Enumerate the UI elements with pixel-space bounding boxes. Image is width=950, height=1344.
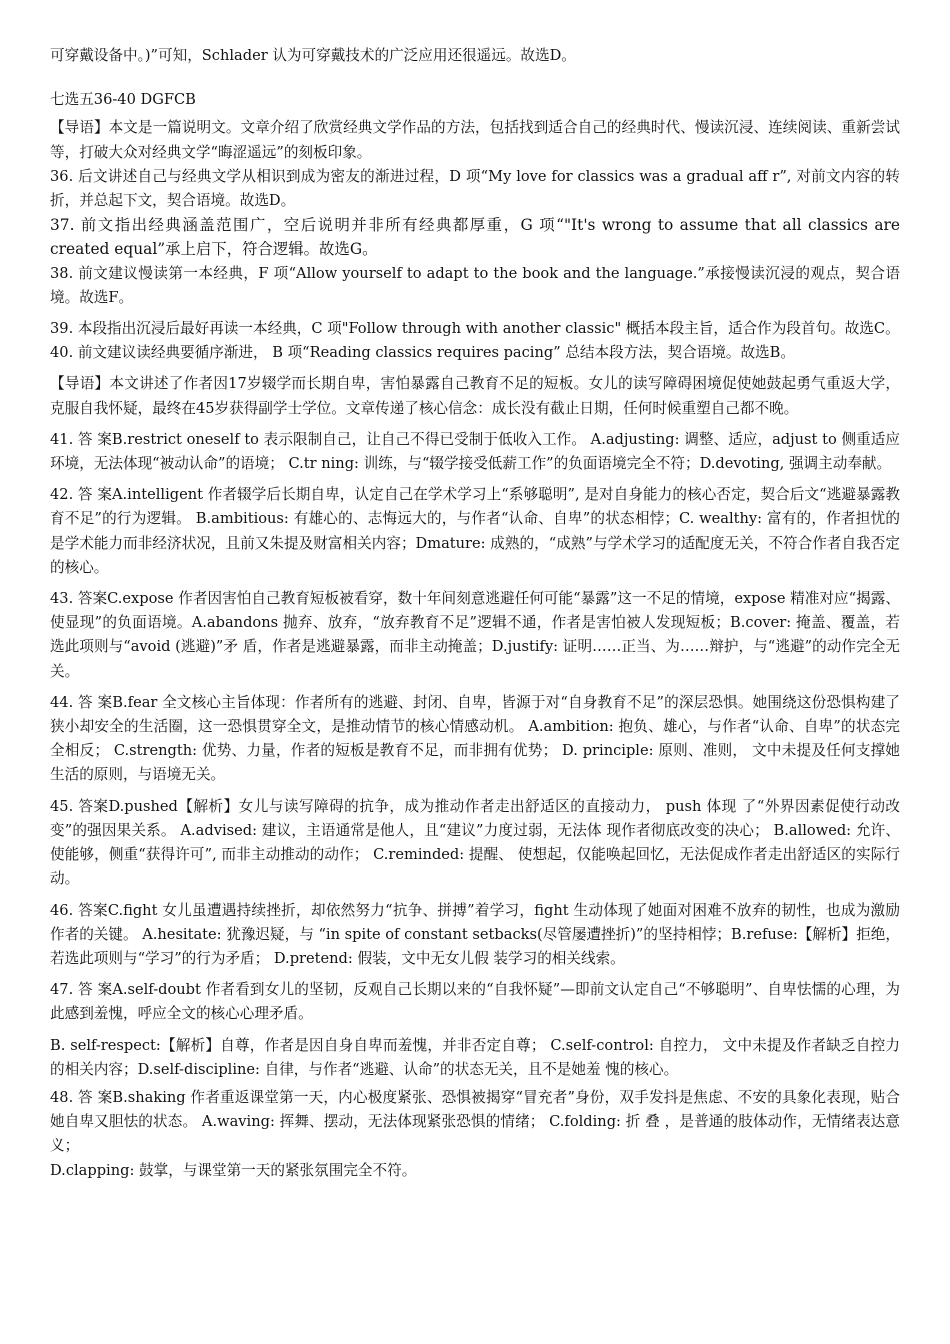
paragraph-q47-options: B. self-respect:【解析】自尊，作者是因自身自卑而羞愧，并非否定自尊； C.self-control: 自控力， 文中未提及作者缺乏自控力的相关内容；D.self-discipline: 自律，与作者“逃避、认命”的状态无关，且不是她羞 愧的核心。	[50, 1036, 900, 1078]
paragraph-q44: 44. 答 案B.fear 全文核心主旨体现：作者所有的逃避、封闭、自卑，皆源于对“自身教育不足”的深层恐惧。她围绕这份恐惧构建了狭小却安全的生活圈，这一恐惧贯穿全文，是推动情节的核心情感动机。 A.ambition: 抱负、雄心，与作者“认命、自卑”的状态完全相反； C.strength: 优势、力量，作者的短板是教育不足，而非拥有优势； D. principle: 原则、准则， 文中未提及任何支撑她生活的原则，与语境无关。	[50, 693, 900, 784]
paragraph-q48-end: D.clapping: 鼓掌，与课堂第一天的紧张氛围完全不符。	[50, 1161, 417, 1179]
paragraph-q38: 38. 前文建议慢读第一本经典，F 项“Allow yourself to adapt to the book and the language.”承接慢读沉浸的观点，契合语境。故选F。	[50, 264, 900, 306]
paragraph-q43: 43. 答案C.expose 作者因害怕自己教育短板被看穿，数十年间刻意逃避任何可能“暴露”这一不足的情境，expose 精准对应“揭露、使显现”的负面语境。A.abandons 抛弃、放弃，“放弃教育不足”逻辑不通，作者是害怕被人发现短板；B.cover: 掩盖、覆盖，若选此项则与“avoid (逃避)”矛 盾，作者是逃避暴露，而非主动掩盖；D.justify: 证明……正当、为……辩护，与“逃避”的动作完全无关。	[50, 590, 900, 680]
paragraph-q46: 46. 答案C.fight 女儿虽遭遇持续挫折，却依然努力“抗争、拼搏”着学习，fight 生动体现了她面对困难不放弃的韧性，也成为激励作者的关键。 A.hesitate: 犹豫迟疑，与 “in spite of constant setbacks(尽管屡遭挫折)”的坚持相悖；B.refuse:【解析】拒绝，若选此项则与“学习”的行为矛盾； D.pretend: 假装，文中无女儿假 装学习的相关线索。	[50, 901, 900, 967]
paragraph-intro-story: 【导语】本文讲述了作者因17岁辍学而长期自卑，害怕暴露自己教育不足的短板。女儿的读写障碍困境促使她鼓起勇气重返大学，克服自我怀疑，最终在45岁获得副学士学位。文章传递了核心信念：成长没有截止日期，任何时候重塑自己都不晚。	[50, 375, 900, 417]
paragraph-q39: 39. 本段指出沉浸后最好再读一本经典，C 项"Follow through with another classic" 概括本段主旨，适合作为段首句。故选C。	[50, 320, 900, 338]
paragraph-q45: 45. 答案D.pushed【解析】女儿与读写障碍的抗争，成为推动作者走出舒适区的直接动力， push 体现 了“外界因素促使行动改变”的强因果关系。 A.advised: 建议，主语通常是他人，且“建议”力度过弱，无法体 现作者彻底改变的决心； B.allowed: 允许、使能够，侧重“获得许可”, 而非主动推动的动作； C.reminded: 提醒、 使想起，仅能唤起回忆，无法促成作者走出舒适区的实际行动。	[50, 797, 900, 888]
paragraph-q37: 37. 前文指出经典涵盖范围广，空后说明并非所有经典都厚重，G 项“"It's wrong to assume that all classics are created equal”承上启下，符合逻辑。故选G。	[50, 216, 900, 259]
paragraph-q40: 40. 前文建议读经典要循序渐进， B 项“Reading classics requires pacing” 总结本段方法，契合语境。故选B。	[50, 344, 795, 362]
paragraph-q48: 48. 答 案B.shaking 作者重返课堂第一天，内心极度紧张、恐惧被揭穿“冒充者”身份，双手发抖是焦虑、不安的具象化表现，贴合她自卑又胆怯的状态。 A.waving: 挥舞、摆动，无法体现紧张恐惧的情绪； C.folding: 折 叠 ，是普通的肢体动作，无情绪表达意义；	[50, 1088, 900, 1155]
document-page	[50, 44, 900, 1183]
paragraph-q35-end: 可穿戴设备中。)”可知，Schlader 认为可穿戴技术的广泛应用还很遥远。故选D。	[50, 47, 576, 64]
paragraph-q41: 41. 答 案B.restrict oneself to 表示限制自己，让自己不得已受制于低收入工作。 A.adjusting: 调整、适应，adjust to 侧重适应环境，无法体现“被动认命”的语境； C.tr ning: 训练，与“辍学接受低薪工作”的负面语境完全不符；D.devoting, 强调主动奉献。	[50, 430, 900, 473]
paragraph-q47: 47. 答 案A.self-doubt 作者看到女儿的坚韧，反观自己长期以来的“自我怀疑”—即前文认定自己“不够聪明”、自卑怯懦的心理，为此感到羞愧，呼应全文的核心心理矛盾。	[50, 981, 900, 1023]
section-heading-answers: 七选五36-40 DGFCB	[50, 91, 196, 109]
paragraph-intro-classics: 【导语】本文是一篇说明文。文章介绍了欣赏经典文学作品的方法，包括找到适合自己的经典时代、慢读沉浸、连续阅读、重新尝试等，打破大众对经典文学“晦涩遥远”的刻板印象。	[50, 119, 900, 161]
paragraph-q36: 36. 后文讲述自己与经典文学从相识到成为密友的渐进过程，D 项“My love for classics was a gradual aff r”, 对前文内容的转折，并总起下文，契合语境。故选D。	[50, 167, 900, 210]
paragraph-q42: 42. 答 案A.intelligent 作者辍学后长期自卑，认定自己在学术学习上“系够聪明”, 是对自身能力的核心否定，契合后文“逃避暴露教育不足”的行为逻辑。 B.ambitious: 有雄心的、志悔远大的，与作者“认命、自卑”的状态相悖；C. wealthy: 富有的，作者担忧的是学术能力而非经济状况，且前又朱提及财富相关内容；Dmature: 成熟的，“成熟”与学术学习的适配度无关，不符合作者自我否定的核心。	[50, 486, 900, 576]
